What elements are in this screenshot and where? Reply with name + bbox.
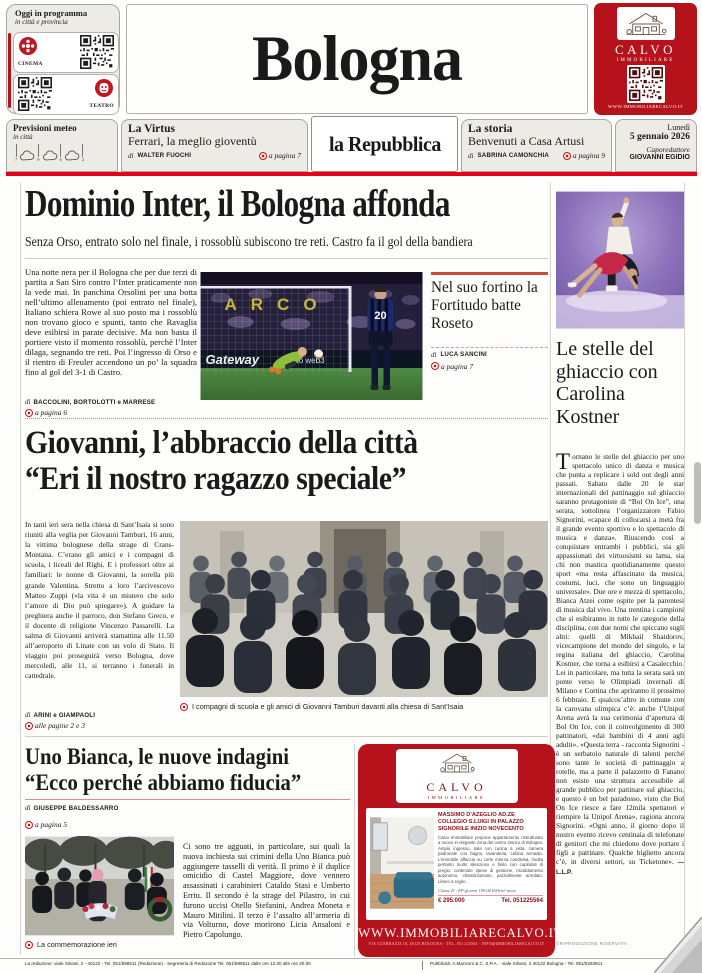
page-ref[interactable]: a pagina 9	[563, 151, 605, 160]
kostner-headline: Le stelle del ghiaccio con Carolina Kostner	[556, 338, 658, 428]
house-icon	[435, 751, 479, 775]
listing-description: Calvo Immobiliare propone appartamento ristrutturato a nuovo in elegante zona del centro storico di Bologna. Ampio ingresso, sala con cucina a vista, camera padronale con bagno, lavanderia, cabina armadio. L’immobile affaccia su corte interna condivisa, risulta pertanto molto silenzioso e finito con capitolati di pregio, contenute spese di gestione, riscaldamento autonomo, climatizzazione, parzialmente arredato. Libero a rogito.	[438, 834, 543, 884]
events-red-stripe	[8, 33, 11, 108]
page-ref[interactable]: a pagina 7	[259, 151, 301, 160]
temp-value: 2	[81, 157, 84, 162]
photo-caption: I compagni di scuola e gli amici di Giovanni Tamburi davanti alla chiesa di Sant’Isaia	[180, 702, 548, 711]
page-ref-icon	[431, 362, 439, 370]
lead-byline: di BACCOLINI, BORTOLOTTI e MARRESE	[25, 398, 156, 406]
cinema-row	[13, 32, 119, 73]
calvo-brand: CALVO	[614, 42, 677, 57]
teatro-icon	[94, 78, 114, 98]
footer-divider	[422, 961, 423, 970]
copyright-notice: ©RIPRODUZIONE RISERVATA	[556, 941, 628, 946]
caption-icon	[25, 941, 33, 949]
cinema-label: CINEMA	[18, 61, 43, 67]
unobianca-headline: Uno Bianca, le nuove indagini “Ecco perché abbiamo fiducia”	[25, 744, 302, 795]
teaser-storia-kicker: La storia	[468, 123, 513, 135]
author-initials: — L.L.P.	[556, 859, 684, 876]
listing-phone: Tel. 051225564	[501, 898, 543, 905]
giovanni-headline: Giovanni, l’abbraccio della città “Eri il nostro ragazzo speciale”	[25, 425, 418, 497]
caption-icon	[180, 703, 188, 711]
page-ref-icon	[25, 722, 33, 730]
events-subtitle: in città e provincia	[15, 18, 68, 26]
lead-photo-soccer	[200, 272, 423, 400]
commemoration-illustration	[25, 836, 174, 936]
calvo-ad-top[interactable]	[594, 3, 697, 115]
unobianca-byline: di GIUSEPPE BALDESSARRO	[25, 804, 119, 812]
byline-prefix: di	[128, 151, 134, 160]
page-ref-icon	[259, 152, 267, 160]
calvo-brand-sub: IMMOBILIARE	[616, 58, 675, 63]
temp-value: 9	[37, 157, 40, 162]
footer-rule	[0, 958, 702, 959]
page-ref-icon	[563, 152, 571, 160]
photo-caption: La commemorazione ieri	[25, 940, 117, 949]
listing-price: € 295.000	[438, 898, 465, 905]
fortitudo-box: Nel suo fortino la Fortitudo batte Roseto di LUCA SANCINI a pagina 7	[431, 272, 548, 400]
kostner-body: Tornano le stelle del ghiaccio per uno spettacolo unico di danza e musica che punta a replicare i sold out degli anni passati. Sabato dalle 20 le star internazionali del pattinaggio sul ghiaccio saranno protagoniste di “Bol On Ice”, una serata, sottolinea l’organizzatore Fabio Signorini, «capace di collocarsi a metà fra il grande evento sportivo e lo spettacolo di musica e danza». Riuscendo così a conquistare entrambi i pubblici, sia gli appassionati dei virtuosismi su lama, sia chi non mastica quotidianamente questo sport «ma resta affascinato da musica, costumi, luci, che sono un linguaggio universale». Due ore e mezza di spettacolo, Bianca Atzei come ospite per la parentesi di musica dal vivo. Una trentina i campioni che si esibiranno in tutte le categorie della disciplina, con due nomi che spiccano sugli altri: quelli di Mikhail Shaidorov, vicecampione del mondo del singolo, e la regina italiana del ghiaccio, Carolina Kostner, che torna a esibirsi a Casalecchio. Lei in particolare, ma tutta la serata sarà un ponte verso le Olimpiadi invernali di Milano e Cortina che apriranno il prossimo 6 febbraio. E qualcos’altro in comune con la carovana olimpica c’è: anche l’Unipol Arena avrà la sua cerimonia d’apertura di Bol On Ice, con il coinvolgimento di 300 pattinatori, «dai bambini di 4 anni agli adulti». «Questa terra - racconta Signorini - è un serbatoio naturale di talenti perché sono tante le società di pattinaggio a rotelle, ma a parte il palazzetto di Fanano non esiste una struttura accessibile al grande pubblico per pattinare sul ghiaccio, e questo è un bel paradosso, visto che Bol On Ice riesce a fare 12mila spettatori e riempire la Unipol Arena», ragiona ancora Signorini. «Ogni anno, il giorno dopo il nostro evento ricevo centinaia di telefonate di genitori che mi chiedono dove portare i figli a pattinare. Qualche biglietto ancora c’è, in diversi settori, su Ticketone». — L.L.P.	[556, 452, 684, 876]
dashed-divider	[431, 347, 548, 348]
section-divider	[25, 736, 548, 737]
soccer-match-illustration	[200, 272, 423, 400]
page-ref-icon	[25, 821, 33, 829]
events-title: Oggi in programma	[15, 8, 88, 18]
editor-name: GIOVANNI EGIDIO	[629, 154, 690, 161]
date-block	[615, 119, 697, 172]
weekday: Lunedì	[667, 123, 690, 132]
crowd-illustration	[180, 521, 548, 697]
calvo-url-bottom[interactable]: WWW.IMMOBILIARECALVO.IT	[358, 925, 563, 940]
temp-value: 6	[59, 157, 62, 162]
calvo-url-top[interactable]: WWW.IMMOBILIARECALVO.IT	[608, 104, 683, 109]
weather-title: Previsioni meteo	[13, 123, 77, 133]
footer-redazione: La redazione: viale Silvani, 2 - 40122 - Tel. 051/598511 (Redazione) - Segreteria di Redazione Tel. 051/598511 dalle ore 12.00 alle ore 20.00	[25, 961, 311, 966]
lead-headline: Dominio Inter, il Bologna affonda	[25, 183, 450, 225]
teaser-storia-title: Benvenuti a Casa Artusi	[468, 134, 585, 148]
calvo-house-logo	[617, 7, 675, 40]
weather-box	[6, 119, 118, 172]
cloud-icon	[42, 149, 58, 162]
lead-body: Una notte nera per il Bologna che per due terzi di partita a San Siro contro l’Inter praticamente non la vede mai. In panchina Orsolini per una botta nell’ultimo allenamento (poi entrato nel finale), Italiano schiera Rowe al suo posto ma i rossoblù non trovano gioco e spunti, tanto che Ravaglia deve esibirsi in parate decisive. Ma non basta il portiere visto il momento rossoblù, perchè l’Inter dilaga, segnando tre reti. Poi l’ingresso di Orso e il rientro di Freuler accendono un po’ la squadra fino al gol del 3-1 di Castro.	[25, 267, 197, 377]
scrollbar-thumb[interactable]	[694, 462, 701, 524]
calvo-logo-card: CALVO IMMOBILIARE	[396, 749, 518, 803]
footer-pubblicita: Pubblicità: A.Manzoni & C. S.P.A. - viale Silvani, 2 40122 Bologna - Tel. 051/5283911	[430, 961, 603, 966]
lead-subhead: Senza Orso, entrato solo nel finale, i rossoblù subiscono tre reti. Castro fa il gol della bandiera	[25, 234, 473, 249]
cloud-icon	[64, 149, 80, 162]
red-hairline	[25, 799, 350, 800]
page-ref[interactable]: alle pagine 2 e 3	[25, 721, 85, 730]
page-curl-next[interactable]	[654, 917, 702, 973]
calvo-qr-box	[627, 65, 665, 103]
masthead-title: Bologna	[251, 23, 463, 94]
cinema-qr-code	[80, 35, 114, 69]
giovanni-photo-crowd	[180, 521, 548, 697]
byline-author: SABRINA CAMONCHIA	[477, 152, 550, 160]
teaser-storia	[461, 119, 612, 172]
energy-class: Classe D - EP gl,nren 199,06 kWh/m² anno	[438, 888, 516, 894]
dotted-divider	[25, 418, 548, 419]
weather-forecast-row	[13, 144, 111, 162]
giovanni-byline: di ARINI e GIAMPAOLI	[25, 711, 96, 719]
teatro-row	[13, 74, 119, 115]
events-program-box	[6, 4, 120, 114]
calvo-ad-bottom[interactable]	[358, 744, 563, 957]
property-listing	[366, 808, 547, 920]
subhead-rule	[25, 258, 548, 259]
larepubblica-logo: la Repubblica	[311, 116, 458, 172]
page-ref-icon	[25, 409, 33, 417]
rail-photo-ice-skaters	[556, 190, 684, 330]
right-page-border	[684, 183, 685, 955]
cinema-icon	[18, 36, 38, 56]
giovanni-body: In tanti ieri sera nella chiesa di Sant’Isaia si sono riuniti alla veglia per Giovanni Tamburi, 16 anni, la vittima bolognese della strage di Crans-Montana. C’erano gli amici e i compagni di scuola, i liceali del Righi. E i professori oltre ai familiari: le nonne di Giovanni, la sorella più grande Valentina. Stretto a loro l’arcivescovo Matteo Zuppi («la vita è un mistero che solo l’amore di Dio può spiegare»). A guidare la preghiera anche il parroco, don Stefano Greco, e il docente di religione Vincenzo Passarelli. La salma di Giovanni arriverà stamattina alle 11.50 all’aeroporto di Linate con un volo di Stato. Il viaggio poi proseguirà verso Bologna, dove mercoledì, alle 11, si terranno i funerali in cattedrale.	[25, 520, 174, 681]
ad-divider	[354, 744, 355, 956]
teaser-virtus-kicker: La Virtus	[128, 123, 175, 135]
teatro-qr-code	[18, 77, 52, 111]
ice-skaters-illustration	[556, 190, 684, 330]
byline-author: LUCA SANCINI	[440, 351, 487, 359]
temp-value: 7	[15, 157, 18, 162]
page-ref[interactable]: a pagina 7	[431, 362, 473, 371]
apartment-interior-photo	[370, 812, 434, 914]
red-rule	[6, 172, 697, 176]
weather-subtitle: in città	[13, 133, 33, 141]
teaser-virtus-title: Ferrari, la meglio gioventù	[128, 134, 257, 148]
cloud-icon	[19, 149, 35, 162]
shirt-number: 20	[374, 310, 387, 322]
calvo-address: VIA GUERRAZZI 18, 40125 BOLOGNA - TEL. 051 225564 - INFO@IMMOBILIARECALVO.IT	[368, 942, 545, 946]
calvo-qr-code	[629, 67, 663, 101]
page-ref[interactable]: a pagina 5	[25, 820, 67, 829]
left-page-border	[20, 183, 21, 955]
byline-author: WALTER FUOCHI	[137, 152, 192, 160]
masthead	[126, 4, 588, 114]
teaser-virtus	[121, 119, 308, 172]
editor-role: Caporedattore	[646, 145, 690, 154]
page-ref[interactable]: a pagina 6	[25, 408, 67, 417]
house-icon	[621, 10, 671, 38]
teatro-label: TEATRO	[89, 103, 114, 109]
fortitudo-headline: Nel suo fortino la Fortitudo batte Roseto	[431, 279, 538, 332]
unobianca-body: Ci sono tre agguati, in particolare, sui quali la nuova inchiesta sui crimini della Uno Bianca può aggiungere tasselli di verità. Il primo è il duplice omicidio di Castel Maggiore, dove vennero assassinati i carabinieri Cataldo Stasi e Umberto Erriu. Il secondo è la strage del Pilastro, in cui furono uccisi Otello Stefanini, Andrea Moneta e Mauro Mitilini. Il terzo è l’assalto all’armeria di via Volturno, dove morirono Licia Ansaloni e Pietro Capolungo.	[183, 842, 350, 940]
date: 5 gennaio 2026	[629, 132, 690, 142]
unobianca-photo-commemoration	[25, 836, 174, 936]
listing-title: MASSIMO D’AZEGLIO AD.ZE COLLEGIO S.LUIGI IN PALAZZO SIGNORILE INIZIO NOVECENTO	[438, 812, 524, 832]
byline-prefix: di	[468, 151, 474, 160]
